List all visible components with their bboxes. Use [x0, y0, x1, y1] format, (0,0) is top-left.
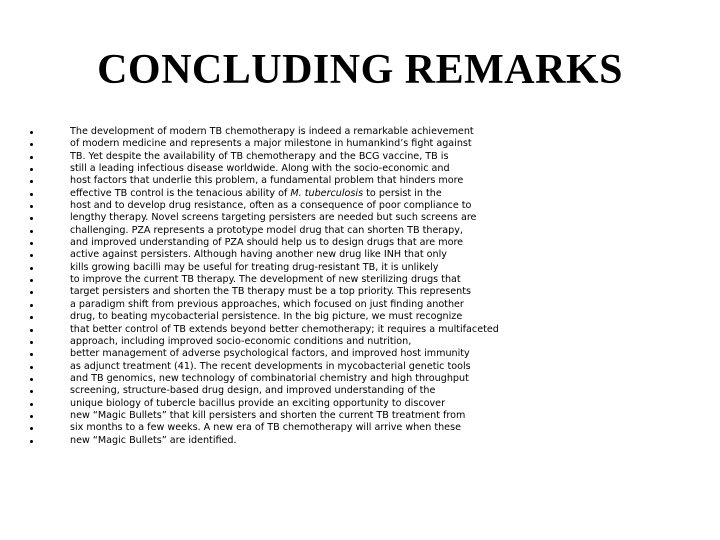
bullet-dot	[30, 279, 33, 282]
bullet-dot	[30, 366, 33, 369]
bullet-text: new “Magic Bullets” that kill persisters and shorten the current TB treatment from	[70, 409, 466, 421]
list-item	[0, 286, 720, 298]
bullet-text: screening, structure-based drug design, and improved understanding of the	[70, 385, 436, 397]
list-item	[0, 249, 720, 261]
bullet-text-start: effective TB control is the tenacious ability of	[70, 187, 291, 199]
bullet-dot	[30, 415, 33, 418]
bullet-text: active against persisters. Although having another new drug like INH that only	[70, 249, 447, 261]
list-item	[0, 385, 720, 397]
bullet-text: as adjunct treatment (41). The recent developments in mycobacterial genetic tools	[70, 360, 471, 372]
bullet-text: target persisters and shorten the TB therapy must be a top priority. This represents	[70, 286, 472, 298]
list-item	[0, 324, 720, 336]
bullet-text: TB. Yet despite the availability of TB chemotherapy and the BCG vaccine, TB is	[70, 150, 449, 162]
bullet-dot	[30, 156, 33, 159]
bullet-list	[0, 126, 720, 447]
bullet-text: to improve the current TB therapy. The development of new sterilizing drugs that	[70, 274, 461, 286]
bullet-dot	[30, 242, 33, 245]
bullet-text: still a leading infectious disease worldwide. Along with the socio-economic and	[70, 163, 450, 175]
bullet-dot	[30, 267, 33, 270]
list-item	[0, 188, 720, 200]
bullet-text: host and to develop drug resistance, often as a consequence of poor compliance to	[70, 200, 472, 212]
list-item	[0, 237, 720, 249]
list-item	[0, 274, 720, 286]
list-item	[0, 163, 720, 175]
bullet-text: six months to a few weeks. A new era of TB chemotherapy will arrive when these	[70, 422, 461, 434]
bullet-text: that better control of TB extends beyond better chemotherapy; it requires a multifaceted	[70, 323, 499, 335]
bullet-text	[70, 188, 442, 200]
list-item	[0, 435, 720, 447]
bullet-dot	[30, 230, 33, 233]
slide-title: CONCLUDING REMARKS	[97, 47, 623, 93]
list-item	[0, 398, 720, 410]
bullet-dot	[30, 353, 33, 356]
list-item	[0, 151, 720, 163]
bullet-text: kills growing bacilli may be useful for treating drug-resistant TB, it is unlikely	[70, 261, 439, 273]
list-item	[0, 410, 720, 422]
bullet-text: challenging. PZA represents a prototype model drug that can shorten TB therapy,	[70, 224, 463, 236]
bullet-dot	[30, 341, 33, 344]
bullet-text: drug, to beating mycobacterial persistence. In the big picture, we must recognize	[70, 311, 463, 323]
bullet-dot	[30, 403, 33, 406]
list-item	[0, 262, 720, 274]
bullet-text: The development of modern TB chemotherapy is indeed a remarkable achievement	[70, 126, 474, 137]
list-item	[0, 126, 720, 138]
bullet-dot	[30, 316, 33, 319]
bullet-dot	[30, 143, 33, 146]
list-item	[0, 212, 720, 224]
bullet-text: a paradigm shift from previous approaches, which focused on just finding another	[70, 298, 464, 310]
list-item	[0, 373, 720, 385]
bullet-text: and TB genomics, new technology of combinatorial chemistry and high throughput	[70, 372, 469, 384]
list-item	[0, 361, 720, 373]
list-item	[0, 348, 720, 360]
list-item	[0, 225, 720, 237]
bullet-dot	[30, 131, 33, 134]
bullet-dot	[30, 291, 33, 294]
bullet-dot	[30, 390, 33, 393]
bullet-dot	[30, 180, 33, 183]
list-item	[0, 200, 720, 212]
list-item	[0, 299, 720, 311]
bullet-dot	[30, 378, 33, 381]
bullet-dot	[30, 427, 33, 430]
bullet-text: of modern medicine and represents a major milestone in humankind’s fight against	[70, 138, 472, 150]
bullet-dot	[30, 205, 33, 208]
list-item	[0, 422, 720, 434]
list-item	[0, 138, 720, 150]
list-item	[0, 311, 720, 323]
bullet-dot	[30, 329, 33, 332]
bullet-text: approach, including improved socio-economic conditions and nutrition,	[70, 335, 412, 347]
bullet-text: new “Magic Bullets” are identified.	[70, 434, 237, 446]
bullet-text: lengthy therapy. Novel screens targeting persisters are needed but such screens are	[70, 212, 477, 224]
list-item	[0, 175, 720, 187]
bullet-dot	[30, 440, 33, 443]
bullet-text: and improved understanding of PZA should help us to design drugs that are more	[70, 237, 464, 249]
bullet-text: unique biology of tubercle bacillus provide an exciting opportunity to discover	[70, 397, 446, 409]
bullet-text-end: to persist in the	[363, 187, 442, 199]
bullet-text: better management of adverse psychological factors, and improved host immunity	[70, 348, 470, 360]
bullet-text: host factors that underlie this problem, a fundamental problem that hinders more	[70, 175, 464, 187]
bullet-dot	[30, 217, 33, 220]
bullet-dot	[30, 168, 33, 171]
list-item	[0, 336, 720, 348]
bullet-dot	[30, 304, 33, 307]
bullet-dot	[30, 193, 33, 196]
species-name: M. tuberculosis	[290, 187, 364, 199]
bullet-dot	[30, 254, 33, 257]
